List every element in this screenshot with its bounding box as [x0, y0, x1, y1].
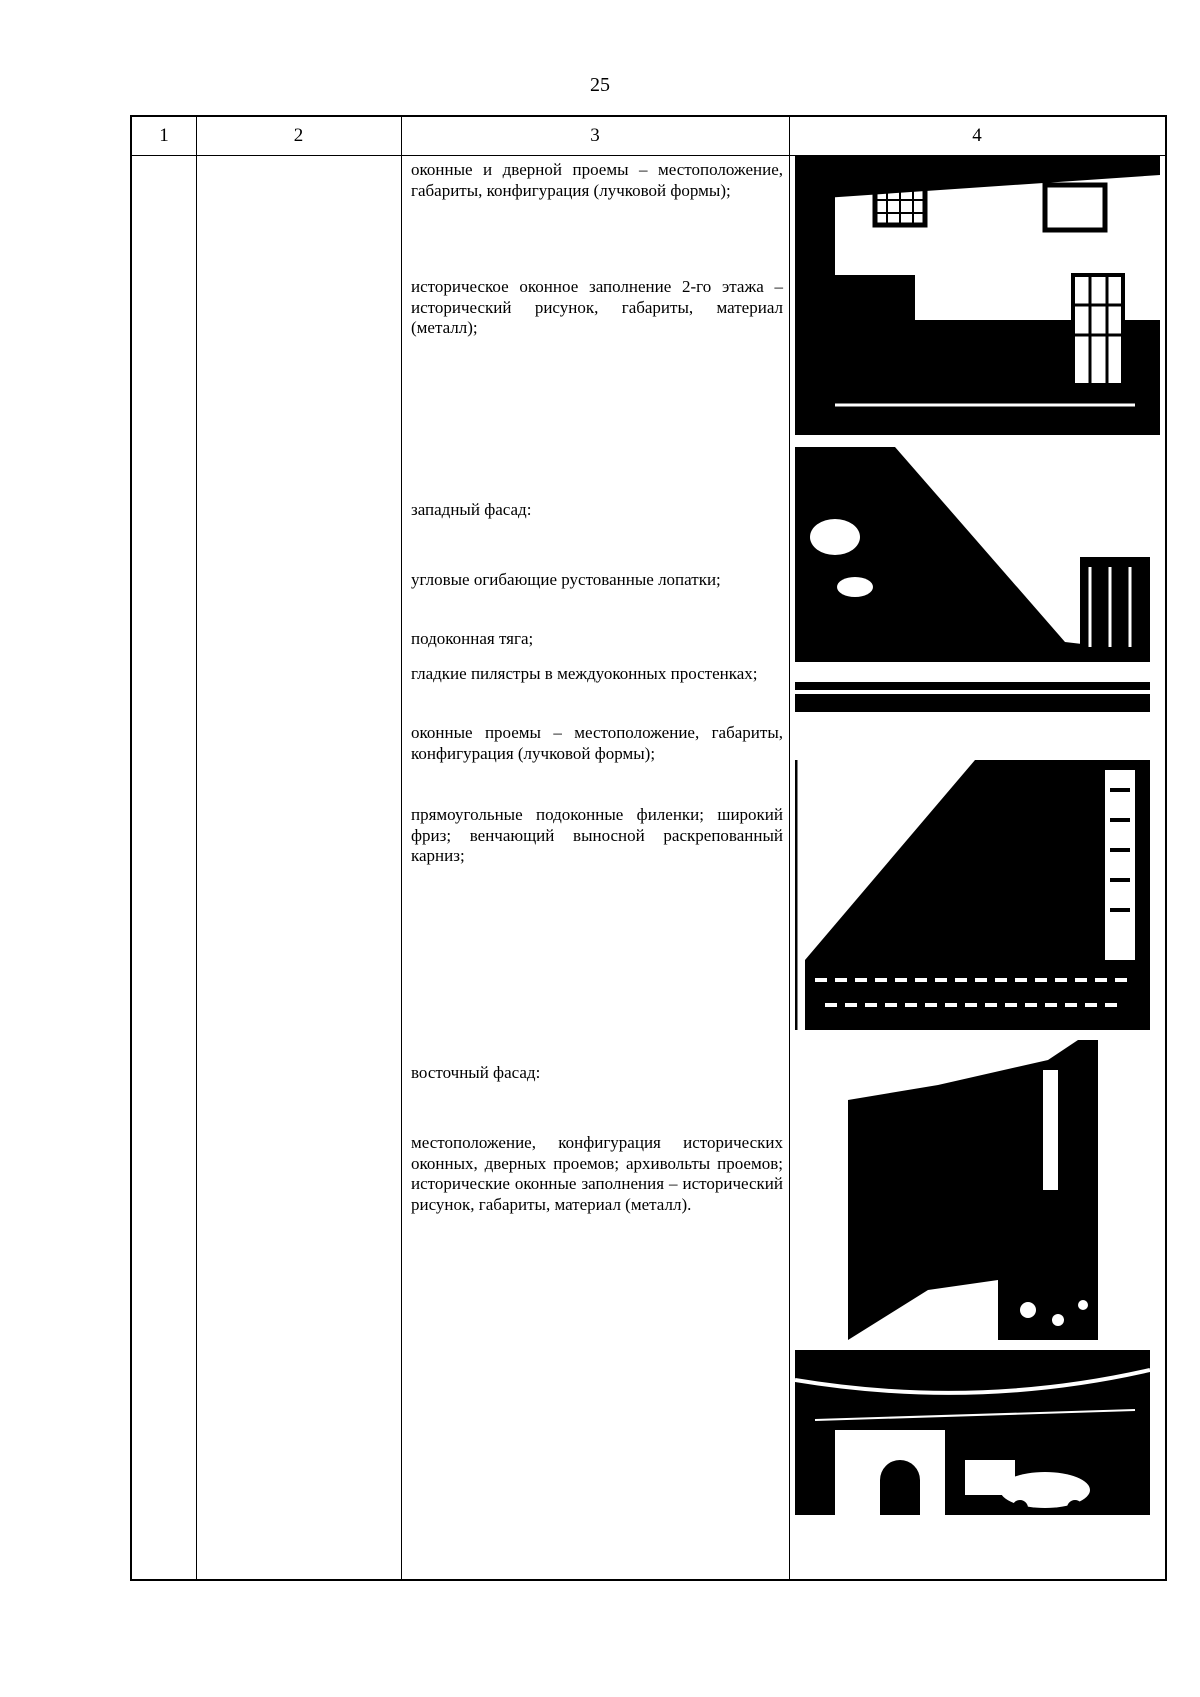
text-smooth-pilasters: гладкие пилястры в междуоконных простенках; [411, 664, 758, 683]
column-divider [196, 117, 197, 1579]
header-col-3: 3 [590, 125, 600, 146]
text-historic-window-fill: историческое оконное заполнение 2-го этажа – исторический рисунок, габариты, материал (металл); [411, 277, 783, 337]
text-east-facade-heading: восточный фасад: [411, 1063, 541, 1082]
text-panels-frieze-cornice: прямоугольные подоконные филенки; широкий фриз; венчающий выносной раскрепованный карниз; [411, 805, 783, 865]
column-divider [401, 117, 402, 1579]
text-west-facade-heading: западный фасад: [411, 500, 532, 519]
text-corner-pilasters: угловые огибающие рустованные лопатки; [411, 570, 721, 589]
facade-photo-2 [795, 447, 1150, 712]
facade-photo-3 [795, 760, 1150, 1030]
column-divider [789, 117, 790, 1579]
text-window-openings: оконные проемы – местоположение, габариты, конфигурация (лучковой формы); [411, 723, 783, 763]
text-sill-string: подоконная тяга; [411, 629, 534, 648]
text-window-door-openings: оконные и дверной проемы – местоположение, габариты, конфигурация (лучковой формы); [411, 160, 783, 200]
facade-photo-5 [795, 1350, 1150, 1530]
header-col-1: 1 [159, 125, 169, 146]
header-col-2: 2 [293, 125, 304, 146]
header-col-4: 4 [972, 125, 982, 146]
facade-photo-4 [848, 1040, 1098, 1340]
facade-photo-1 [795, 155, 1160, 435]
page-number: 25 [590, 74, 610, 96]
text-east-openings: местоположение, конфигурация исторических оконных, дверных проемов; архивольты проемов; исторические оконные заполнения – исторический рисунок, габариты, материал (металл). [411, 1133, 783, 1214]
